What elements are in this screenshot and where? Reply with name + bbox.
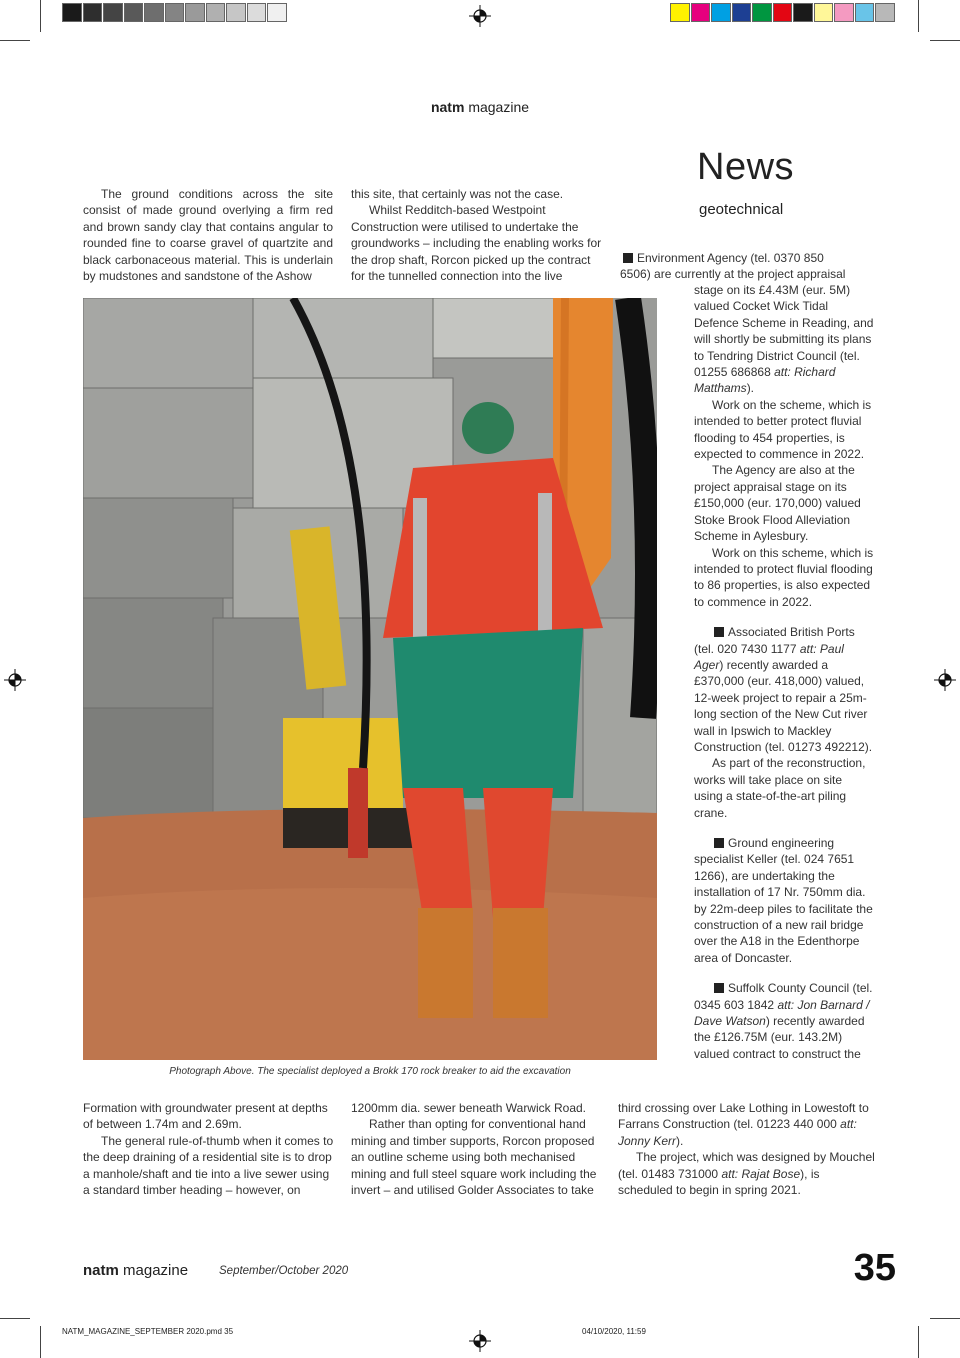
magazine-header xyxy=(0,99,960,115)
crop-mark xyxy=(0,40,30,41)
news-text: 6506) are currently at the project appraisal xyxy=(620,267,846,282)
article-paragraph: The ground conditions across the site consist of made ground overlying a firm red and brown sandy clay that contains angular to rounded fine to coarse gravel of quartzite and black carbonaceous material. This is underlain by mudstones and sandstone of the Ashow xyxy=(83,187,333,284)
registration-mark-icon xyxy=(469,5,491,27)
color-swatch xyxy=(670,3,690,22)
news-title: News xyxy=(697,146,795,188)
footer-brand xyxy=(83,1262,188,1279)
crop-mark xyxy=(918,0,919,32)
color-swatch xyxy=(62,3,82,22)
article-paragraph: Whilst Redditch-based Westpoint Construction were utilised to undertake the groundworks – including the enabling works for the drop shaft, Rorcon picked up the contract for the tunnelled connection into the live xyxy=(351,203,602,284)
footer-date: September/October 2020 xyxy=(219,1265,349,1277)
news-paragraph: Work on this scheme, which is intended to protect fluvial flooding to 86 properties, is also expected to commence in 2022. xyxy=(694,545,874,609)
color-swatch xyxy=(185,3,205,22)
news-text: Ground engineering specialist Keller (tel. 024 7651 1266), are undertaking the installation of 17 Nr. 750mm dia. by 22m-deep piles to facilitate the construction of a new rail bridge over the A18 in the Edenthorpe area of Doncaster. xyxy=(694,836,873,965)
crop-mark xyxy=(0,1318,30,1319)
color-swatch xyxy=(732,3,752,22)
news-paragraph xyxy=(618,1100,876,1149)
color-swatch xyxy=(711,3,731,22)
news-text: third crossing over Lake Lothing in Lowestoft to Farrans Construction (tel. 01223 440 000 xyxy=(618,1101,869,1132)
news-text: ), is scheduled to begin in spring 2021. xyxy=(618,1166,820,1198)
news-contact: att: Rajat Bose xyxy=(721,1166,801,1181)
header-brand-bold: natm xyxy=(430,99,465,115)
registration-mark-icon xyxy=(469,1330,491,1352)
footer-brand-bold: natm xyxy=(83,1262,119,1279)
color-swatch xyxy=(124,3,144,22)
color-swatch xyxy=(855,3,875,22)
color-swatch xyxy=(875,3,895,22)
crop-mark xyxy=(930,40,960,41)
print-slug-file: NATM_MAGAZINE_SEPTEMBER 2020.pmd 35 xyxy=(62,1327,234,1336)
news-text: Associated British Ports (tel. 020 7430 1177 xyxy=(694,625,855,656)
article-paragraph: Rather than opting for conventional hand mining and timber supports, Rorcon proposed an outline scheme using both mechanised mining and full steel square work including the invert – and utilised Golder Associates to take xyxy=(351,1117,597,1198)
news-item-suffolk xyxy=(694,980,874,1062)
article-paragraph: Formation with groundwater present at depths of between 1.74m and 2.69m. xyxy=(83,1101,328,1132)
crop-mark xyxy=(930,1318,960,1319)
news-item-keller xyxy=(694,835,874,966)
news-text: ) recently awarded a £370,000 (eur. 418,000) valued, 12-week project to repair a 25m-long section of the New Cut river wall in Ipswich to Mackley Construction (tel. 01273 492212). xyxy=(694,657,873,754)
news-text: Environment Agency (tel. 0370 850 xyxy=(637,251,824,265)
bullet-square-icon xyxy=(714,838,724,848)
header-brand-rest: magazine xyxy=(468,99,530,115)
article-col2-bottom xyxy=(351,1100,607,1198)
site-photo xyxy=(83,298,657,1060)
crop-mark xyxy=(40,0,41,32)
color-swatch xyxy=(165,3,185,22)
bullet-square-icon xyxy=(714,983,724,993)
registration-mark-icon xyxy=(934,669,956,691)
news-paragraph: As part of the reconstruction, works will take place on site using a state-of-the-art piling crane. xyxy=(694,756,866,820)
color-swatch xyxy=(814,3,834,22)
color-swatch xyxy=(247,3,267,22)
news-paragraph xyxy=(618,1149,876,1198)
news-items-column xyxy=(694,282,874,1062)
color-swatch xyxy=(773,3,793,22)
color-swatch xyxy=(206,3,226,22)
color-swatch xyxy=(103,3,123,22)
crop-mark xyxy=(40,1326,41,1358)
news-text: stage on its £4.43M (eur. 5M) valued Cocket Wick Tidal Defence Scheme in Reading, and will shortly be submitting its plans to Tendring District Council (tel. 01255 686868 xyxy=(694,283,874,380)
article-col2-top xyxy=(351,186,607,284)
article-col1-bottom xyxy=(83,1100,339,1198)
news-text: ). xyxy=(746,381,755,396)
color-swatch xyxy=(83,3,103,22)
news-item-abp xyxy=(694,624,874,755)
grayscale-bar xyxy=(62,3,288,22)
photo-caption: Photograph Above. The specialist deployed a Brokk 170 rock breaker to aid the excavation xyxy=(169,1066,571,1077)
news-text: ) recently awarded the £126.75M (eur. 143.2M) valued contract to construct the xyxy=(694,1014,865,1061)
article-col1-top xyxy=(83,186,333,284)
color-swatch xyxy=(752,3,772,22)
article-paragraph: this site, that certainly was not the case. xyxy=(351,187,564,201)
color-swatch xyxy=(226,3,246,22)
news-paragraph: Work on the scheme, which is intended to better protect fluvial flooding to 454 properties, is expected to commence in 2022. xyxy=(694,397,872,462)
news-text: ). xyxy=(676,1133,684,1148)
news-ea-intro xyxy=(620,250,876,283)
news-contact: att: Richard Matthams xyxy=(694,365,836,396)
news-contact: att: Paul Ager xyxy=(694,641,844,672)
color-swatch xyxy=(144,3,164,22)
color-swatch xyxy=(834,3,854,22)
color-bar xyxy=(670,3,896,22)
page-number: 35 xyxy=(853,1247,896,1289)
color-swatch xyxy=(793,3,813,22)
news-subtitle: geotechnical xyxy=(699,201,784,218)
color-swatch xyxy=(691,3,711,22)
news-suffolk-continued xyxy=(618,1100,876,1198)
footer-brand-rest: magazine xyxy=(123,1262,189,1279)
article-paragraph: The general rule-of-thumb when it comes to the deep draining of a residential site is to drop a manhole/shaft and tie into a live sewer using a standard timber heading – however, on xyxy=(83,1133,334,1198)
print-slug-time: 04/10/2020, 11:59 xyxy=(582,1327,646,1336)
bullet-square-icon xyxy=(714,627,724,637)
news-text: The project, which was designed by Mouchel (tel. 01483 731000 xyxy=(618,1150,875,1181)
color-swatch xyxy=(267,3,287,22)
registration-mark-icon xyxy=(4,669,26,691)
news-paragraph: The Agency are also at the project appraisal stage on its £150,000 (eur. 170,000) valued Stoke Brook Flood Alleviation Scheme in Aylesbury. xyxy=(694,463,861,544)
news-text: Suffolk County Council (tel. 0345 603 1842 xyxy=(694,981,873,1012)
news-contact: att: Jon Barnard / Dave Watson xyxy=(694,997,870,1029)
bullet-square-icon xyxy=(623,253,633,263)
news-item-environment-agency xyxy=(694,282,874,397)
crop-mark xyxy=(918,1326,919,1358)
article-paragraph: 1200mm dia. sewer beneath Warwick Road. xyxy=(351,1101,586,1115)
news-contact: att: Jonny Kerr xyxy=(618,1117,857,1148)
